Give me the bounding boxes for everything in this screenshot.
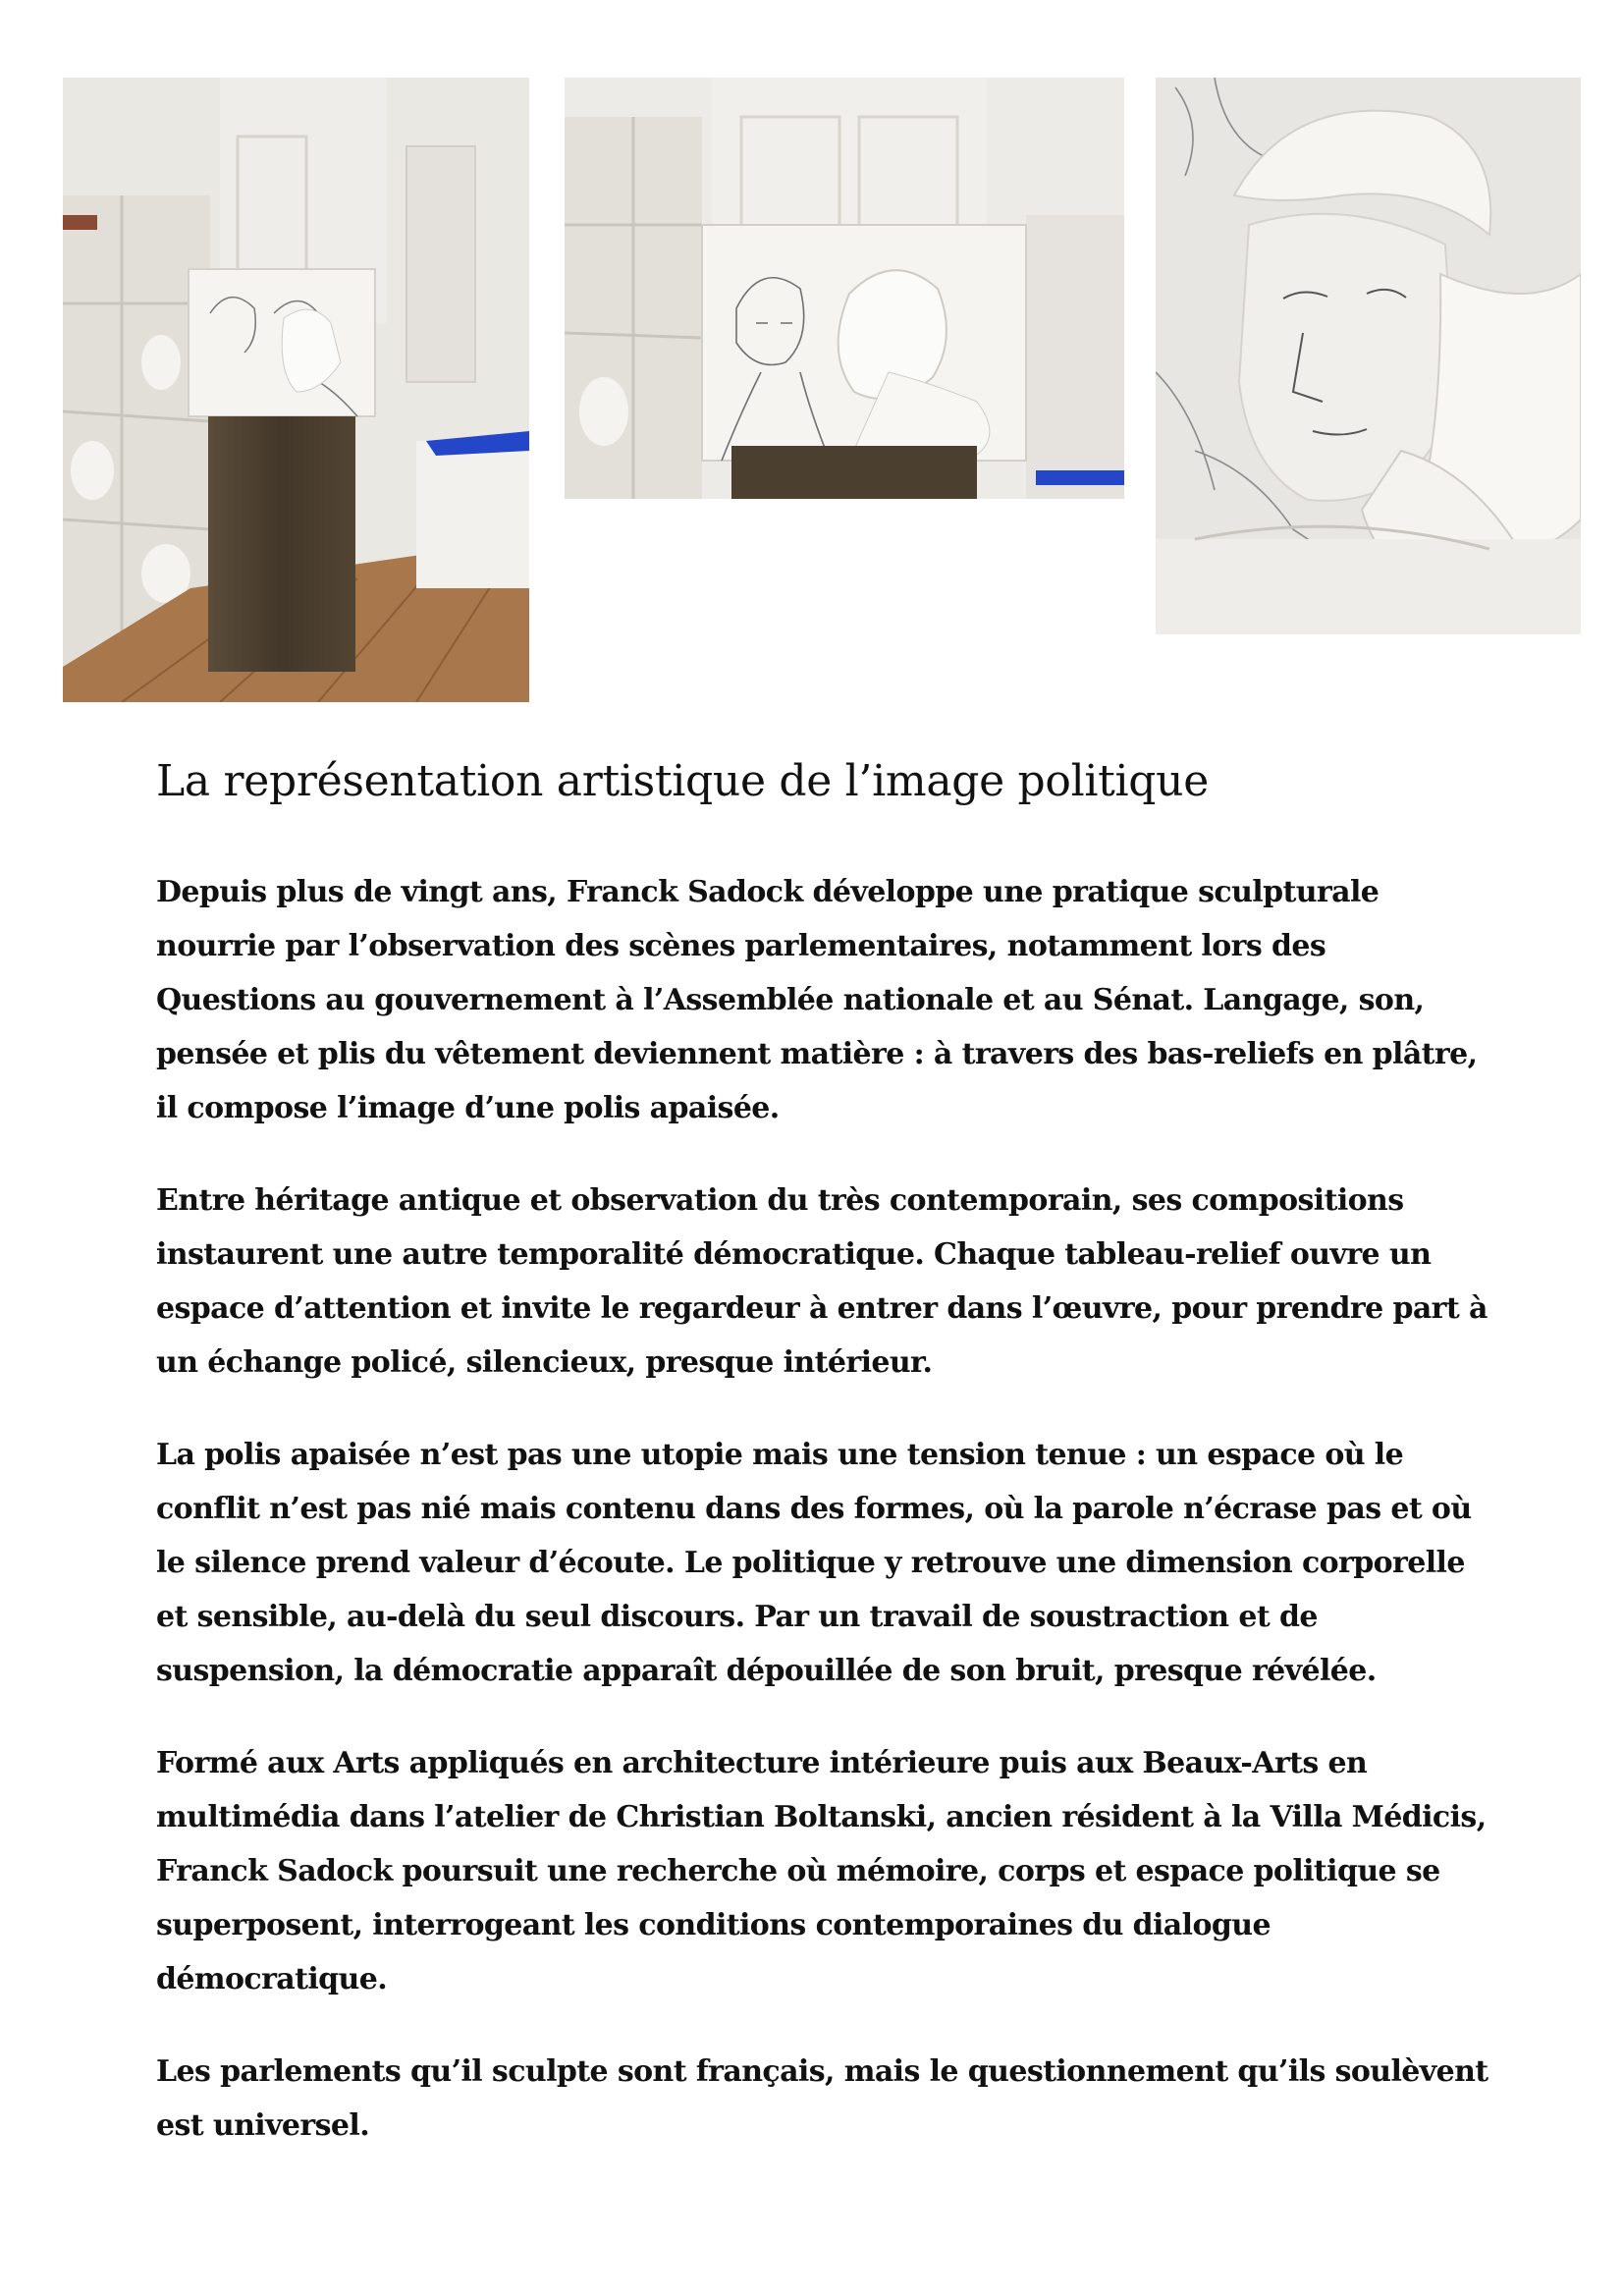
- article-paragraph: Entre héritage antique et observation du très contemporain, ses compositions instaurent une autre temporalité démocratique. Chaque tableau-relief ouvre un espace d’attention et invite le regardeur à entrer dans l’œuvre, pour prendre part à un échange policé, silencieux, presque intérieur.: [156, 1182, 1488, 1380]
- article-paragraph: La polis apaisée n’est pas une utopie mais une tension tenue : un espace où le conflit n’est pas nié mais contenu dans des formes, où la parole n’écrase pas et où le silence prend valeur d’écoute. Le politique y retrouve une dimension corporelle et sensible, au-delà du seul discours. Par un travail de soustraction et de suspension, la démocratie apparaît dépouillée de son bruit, presque révélée.: [156, 1437, 1472, 1688]
- relief-closeup-photo: [1156, 78, 1581, 634]
- article-paragraph: Les parlements qu’il sculpte sont français, mais le questionnement qu’ils soulèvent est universel.: [156, 2053, 1488, 2143]
- article: [156, 756, 1491, 2191]
- studio-photo-medium: [565, 78, 1124, 499]
- article-paragraph: Formé aux Arts appliqués en architecture intérieure puis aux Beaux-Arts en multimédia dans l’atelier de Christian Boltanski, ancien résident à la Villa Médicis, Franck Sadock poursuit une recherche où mémoire, corps et espace politique se superposent, interrogeant les conditions contemporaines du dialogue démocratique.: [156, 1745, 1487, 1996]
- article-title: La représentation artistique de l’image politique: [156, 756, 1209, 806]
- studio-photo-wide: [63, 78, 529, 702]
- article-paragraph: Depuis plus de vingt ans, Franck Sadock développe une pratique sculpturale nourrie par l’observation des scènes parlementaires, notamment lors des Questions au gouvernement à l’Assemblée nationale et au Sénat. Langage, son, pensée et plis du vêtement deviennent matière : à travers des bas-reliefs en plâtre, il compose l’image d’une polis apaisée.: [156, 874, 1478, 1125]
